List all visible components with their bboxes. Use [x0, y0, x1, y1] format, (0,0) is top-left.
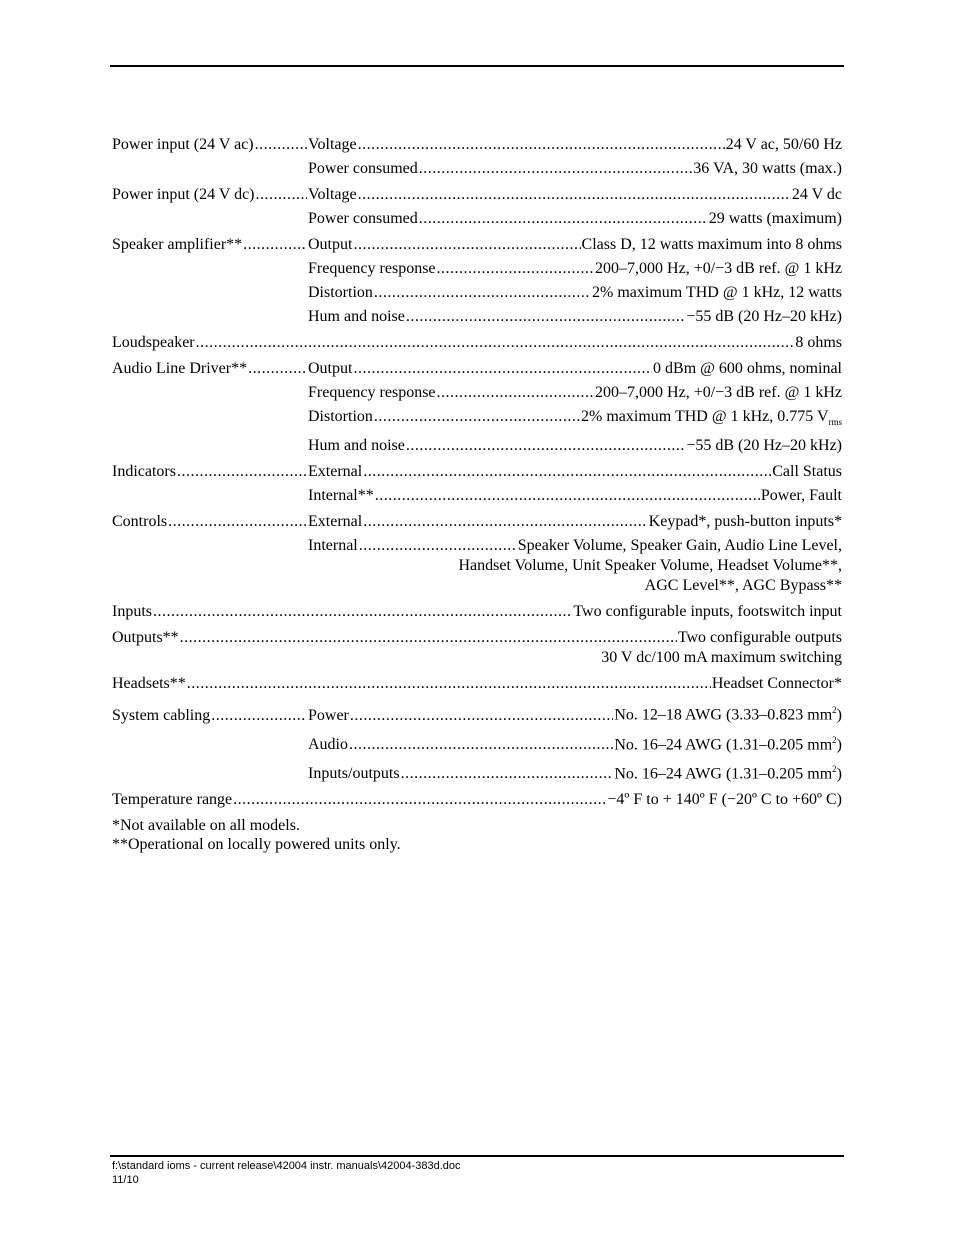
spec-entry — [308, 135, 842, 155]
spec-value — [595, 383, 842, 403]
spec-subrow — [112, 436, 842, 456]
spec-category-label: Audio Line Driver** — [112, 360, 248, 377]
spec-row-10 — [112, 700, 842, 725]
dot-leader — [406, 307, 685, 327]
spec-row-9 — [112, 674, 842, 694]
dot-leader — [168, 512, 307, 532]
spec-row-8 — [112, 628, 842, 648]
spec-label: Output — [308, 360, 353, 377]
spec-subrow — [112, 159, 842, 179]
spec-row-1 — [112, 185, 842, 205]
spec-value-text: 24 V dc — [791, 186, 842, 203]
spec-label: Power consumed — [308, 210, 418, 227]
dot-leader — [211, 706, 307, 726]
dot-leader — [374, 407, 580, 427]
spec-row-0 — [112, 135, 842, 155]
spec-value — [614, 730, 842, 755]
spec-value-text: 0 dBm @ 600 ohms, nominal — [653, 360, 842, 377]
spec-value-text: 24 V ac, 50/60 Hz — [725, 136, 842, 153]
dot-leader — [374, 283, 591, 303]
spec-category-label: Power input (24 V dc) — [112, 186, 255, 203]
dot-leader — [359, 536, 517, 556]
spec-category-label: Outputs** — [112, 629, 179, 647]
top-rule — [110, 65, 844, 67]
spec-entry — [308, 536, 842, 556]
spec-label: Hum and noise — [308, 437, 405, 455]
spec-value — [686, 436, 842, 456]
spec-category — [112, 359, 308, 379]
footnote: **Operational on locally powered units only. — [112, 836, 401, 854]
spec-value-tail: ) — [836, 765, 842, 783]
spec-label: Audio — [308, 735, 348, 753]
dot-leader — [243, 235, 307, 255]
footer — [112, 1159, 461, 1187]
spec-label: Frequency response — [308, 260, 436, 277]
spec-subrow — [112, 536, 842, 556]
spec-value — [614, 700, 842, 725]
spec-value-text: −4º F to + 140º F (−20º C to +60º C) — [607, 791, 842, 809]
spec-row-2 — [112, 235, 842, 255]
spec-label: Frequency response — [308, 384, 436, 401]
dot-leader — [255, 135, 307, 155]
dot-leader — [437, 383, 595, 403]
dot-leader — [248, 359, 307, 379]
spec-value-text: Call Status — [772, 463, 842, 481]
spec-entry — [308, 700, 842, 725]
spec-category-label: Indicators — [112, 463, 176, 481]
dot-leader — [350, 706, 613, 726]
bottom-rule — [110, 1155, 844, 1157]
spec-row-11 — [112, 790, 842, 810]
dot-leader — [363, 512, 647, 532]
dot-leader — [233, 790, 606, 810]
spec-value-continuation: AGC Level**, AGC Bypass** — [644, 577, 842, 595]
dot-leader — [153, 602, 572, 622]
spec-value — [581, 407, 842, 432]
spec-value-text: Two configurable outputs — [677, 629, 842, 647]
spec-category — [112, 185, 308, 205]
spec-category-label: Inputs — [112, 603, 152, 621]
spec-entry — [308, 462, 842, 482]
spec-value-text: 8 ohms — [795, 334, 842, 351]
spec-value — [686, 307, 842, 327]
spec-value-tail: ) — [836, 706, 842, 724]
dot-leader — [375, 486, 760, 506]
dot-leader — [358, 135, 725, 155]
spec-entry — [308, 185, 842, 205]
spec-subrow — [112, 283, 842, 303]
spec-value-text: Keypad*, push-button inputs* — [648, 513, 842, 531]
spec-subrow — [112, 407, 842, 432]
spec-value — [649, 512, 842, 532]
spec-entry — [308, 730, 842, 755]
spec-value-text: Power, Fault — [760, 487, 842, 505]
spec-value — [592, 283, 842, 303]
spec-category-label: Controls — [112, 513, 168, 531]
spec-category — [112, 462, 308, 482]
spec-value — [607, 790, 842, 810]
footer-date: 11/10 — [112, 1174, 139, 1186]
dot-leader — [349, 735, 613, 755]
spec-entry — [308, 235, 842, 255]
spec-category — [112, 235, 308, 255]
spec-category — [112, 706, 308, 726]
footer-path: f:\standard ioms - current release\42004 instr. manuals\42004-383d.doc — [112, 1160, 461, 1172]
spec-entry — [308, 759, 842, 784]
spec-label: Inputs/outputs — [308, 765, 400, 783]
spec-category-label: Speaker amplifier** — [112, 236, 243, 253]
spec-entry — [308, 383, 842, 403]
spec-category-label: Power input (24 V ac) — [112, 136, 254, 153]
dot-leader — [419, 159, 693, 179]
specifications-list — [112, 135, 842, 854]
dot-leader — [437, 259, 595, 279]
spec-value — [595, 259, 842, 279]
dot-leader — [196, 333, 795, 353]
spec-entry — [308, 436, 842, 456]
spec-label: Output — [308, 236, 353, 253]
spec-category — [112, 135, 308, 155]
spec-label: Distortion — [308, 284, 373, 301]
spec-value-subscript: rms — [828, 417, 842, 428]
spec-value — [761, 486, 842, 506]
spec-row-6 — [112, 512, 842, 532]
spec-value-text: No. 16–24 AWG (1.31–0.205 mm — [614, 765, 833, 783]
spec-value — [693, 159, 842, 179]
spec-value — [614, 759, 842, 784]
spec-label: Power consumed — [308, 160, 418, 177]
spec-subrow — [112, 259, 842, 279]
spec-value-text: 2% maximum THD @ 1 kHz, 0.775 V — [581, 408, 829, 425]
spec-label: Voltage — [308, 136, 357, 153]
spec-entry — [308, 307, 842, 327]
spec-label: Internal — [308, 537, 358, 555]
spec-entry — [308, 512, 842, 532]
spec-value-superscript: 2 — [832, 763, 837, 774]
spec-category — [112, 512, 308, 532]
spec-row-5 — [112, 462, 842, 482]
spec-value-text: 29 watts (maximum) — [708, 210, 842, 227]
spec-subrow — [112, 759, 842, 784]
spec-value-text: −55 dB (20 Hz–20 kHz) — [686, 437, 842, 455]
spec-entry — [308, 407, 842, 432]
spec-subrow — [112, 209, 842, 229]
spec-value-superscript: 2 — [832, 734, 837, 745]
dot-leader — [353, 359, 652, 379]
spec-value — [792, 185, 842, 205]
spec-value — [772, 462, 842, 482]
spec-category-label: System cabling — [112, 706, 211, 724]
dot-leader — [419, 209, 708, 229]
spec-entry — [308, 359, 842, 379]
spec-value — [678, 628, 842, 648]
spec-value — [726, 135, 842, 155]
dot-leader — [358, 185, 791, 205]
spec-entry — [308, 283, 842, 303]
spec-value-text: 200–7,000 Hz, +0/−3 dB ref. @ 1 kHz — [595, 384, 842, 401]
spec-subrow — [112, 486, 842, 506]
footnote: *Not available on all models. — [112, 817, 300, 835]
spec-value-text: Headset Connector* — [711, 675, 842, 693]
spec-row-7 — [112, 602, 842, 622]
spec-value — [518, 536, 842, 556]
spec-label: Internal** — [308, 487, 374, 505]
spec-category-label: Loudspeaker — [112, 334, 195, 351]
spec-value-text: 200–7,000 Hz, +0/−3 dB ref. @ 1 kHz — [595, 260, 842, 277]
spec-value — [709, 209, 842, 229]
dot-leader — [177, 462, 307, 482]
spec-row-4 — [112, 359, 842, 379]
spec-label: Voltage — [308, 186, 357, 203]
dot-leader — [256, 185, 307, 205]
spec-value-text: 2% maximum THD @ 1 kHz, 12 watts — [592, 284, 842, 301]
dot-leader — [363, 462, 771, 482]
spec-value-text: 36 VA, 30 watts (max.) — [693, 160, 842, 177]
spec-value-text: Speaker Volume, Speaker Gain, Audio Line Level, — [517, 537, 842, 555]
dot-leader — [187, 674, 711, 694]
spec-value-text: No. 12–18 AWG (3.33–0.823 mm — [614, 706, 833, 724]
spec-entry — [308, 259, 842, 279]
spec-label: External — [308, 513, 363, 531]
spec-label: External — [308, 463, 363, 481]
spec-row-3 — [112, 333, 842, 353]
spec-label: Distortion — [308, 408, 373, 425]
spec-entry — [308, 209, 842, 229]
dot-leader — [353, 235, 580, 255]
spec-subrow — [112, 307, 842, 327]
spec-entry — [308, 159, 842, 179]
dot-leader — [180, 628, 677, 648]
spec-subrow — [112, 383, 842, 403]
spec-label: Power — [308, 706, 349, 724]
spec-value — [573, 602, 842, 622]
spec-value-text: −55 dB (20 Hz–20 kHz) — [686, 308, 842, 325]
spec-value-text: Two configurable inputs, footswitch input — [573, 603, 842, 621]
spec-category-label: Headsets** — [112, 675, 186, 693]
dot-leader — [406, 436, 685, 456]
footnotes — [112, 816, 842, 854]
spec-value-tail: ) — [836, 735, 842, 753]
dot-leader — [401, 764, 614, 784]
spec-value — [582, 235, 842, 255]
spec-value-text: Class D, 12 watts maximum into 8 ohms — [581, 236, 842, 253]
spec-entry — [308, 486, 842, 506]
spec-value-text: No. 16–24 AWG (1.31–0.205 mm — [614, 735, 833, 753]
spec-value-continuation: 30 V dc/100 mA maximum switching — [601, 649, 842, 667]
spec-value-continuation: Handset Volume, Unit Speaker Volume, Headset Volume**, — [458, 557, 842, 575]
spec-value — [795, 333, 842, 353]
spec-category-label: Temperature range — [112, 791, 233, 809]
spec-label: Hum and noise — [308, 308, 405, 325]
spec-value-superscript: 2 — [832, 705, 837, 716]
spec-subrow — [112, 730, 842, 755]
spec-value — [653, 359, 842, 379]
spec-value — [712, 674, 842, 694]
